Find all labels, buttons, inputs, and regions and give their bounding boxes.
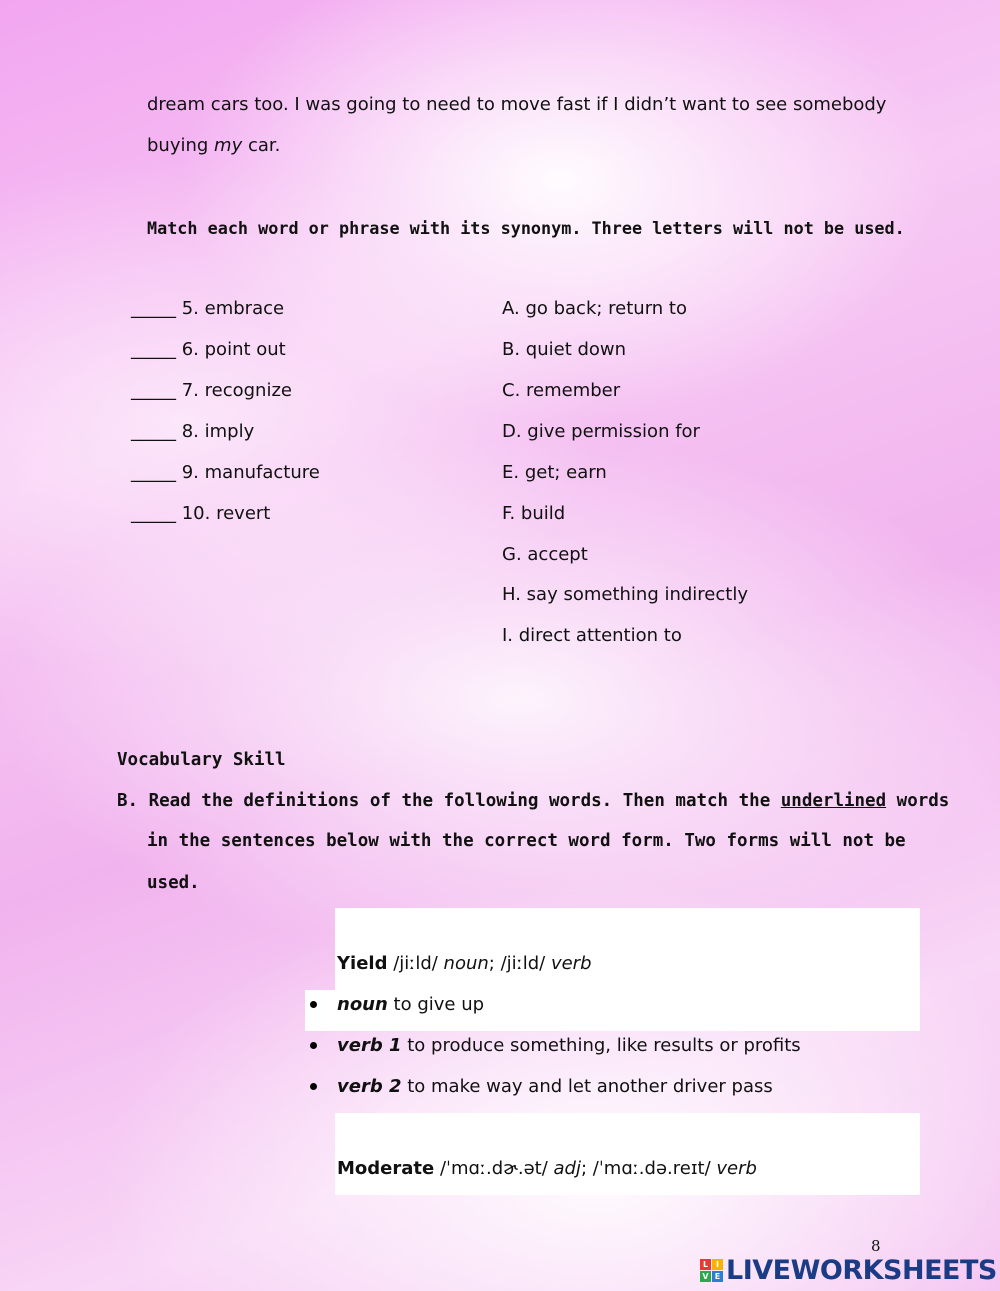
yield-def-verb-2: [337, 1076, 773, 1098]
answer-blank[interactable]: _____: [131, 503, 176, 524]
intro-line-2: [147, 135, 280, 157]
intro-line-2-start: buying: [147, 135, 215, 156]
moderate-pron-1: /ˈmɑː.dɚ.ət/: [434, 1158, 554, 1179]
word-item-6: [131, 339, 286, 361]
yield-pron-2: ; /jiːld/: [488, 953, 551, 974]
logo-block: L: [700, 1259, 711, 1270]
word-item-7: [131, 380, 292, 402]
bullet-icon: [310, 1083, 317, 1090]
word-label: 7. recognize: [181, 380, 292, 401]
bullet-icon: [310, 1001, 317, 1008]
vocab-heading: Vocabulary Skill: [117, 750, 286, 770]
answer-blank[interactable]: _____: [131, 421, 176, 442]
yield-pos-1: noun: [443, 953, 489, 974]
def-text: to produce something, like results or profits: [401, 1035, 801, 1056]
section-b-text-2: words: [886, 791, 950, 811]
moderate-pron-2: ; /ˈmɑː.də.reɪt/: [580, 1158, 717, 1179]
synonym-a: A. go back; return to: [502, 298, 687, 319]
word-label: 9. manufacture: [181, 462, 320, 483]
yield-headword-line: [337, 953, 592, 975]
logo-block: E: [712, 1271, 723, 1282]
liveworksheets-logo[interactable]: [700, 1255, 997, 1285]
intro-line-2-italic: my: [214, 135, 243, 156]
section-b-line-2: in the sentences below with the correct word form. Two forms will not be: [147, 831, 906, 851]
def-text: to give up: [387, 994, 485, 1015]
section-b-text-1: B. Read the definitions of the following words. Then match the: [117, 791, 781, 811]
yield-word: Yield: [337, 953, 388, 974]
yield-def-verb-1: [337, 1035, 801, 1057]
word-label: 6. point out: [181, 339, 286, 360]
logo-text: LIVEWORKSHEETS: [726, 1254, 997, 1286]
match-instruction: Match each word or phrase with its synonym. Three letters will not be used.: [147, 218, 905, 238]
logo-blocks-icon: [700, 1259, 723, 1282]
def-label: verb 2: [337, 1076, 402, 1097]
word-item-10: [131, 503, 270, 525]
intro-line-2-end: car.: [242, 135, 281, 156]
def-text: to make way and let another driver pass: [401, 1076, 773, 1097]
word-item-9: [131, 462, 320, 484]
synonym-b: B. quiet down: [502, 339, 627, 360]
underlined-word: underlined: [780, 791, 887, 811]
answer-blank[interactable]: _____: [131, 462, 176, 483]
synonym-f: F. build: [502, 503, 566, 524]
moderate-pos-1: adj: [553, 1158, 581, 1179]
answer-blank[interactable]: _____: [131, 298, 176, 319]
synonym-e: E. get; earn: [502, 462, 607, 483]
word-label: 8. imply: [181, 421, 255, 442]
page-number: 8: [871, 1237, 881, 1255]
synonym-h: H. say something indirectly: [502, 584, 748, 605]
section-b-line-1: [117, 790, 949, 812]
definition-box-moderate: [335, 1113, 920, 1195]
definition-box-yield-bullet-area: [305, 990, 335, 1031]
answer-blank[interactable]: _____: [131, 380, 176, 401]
moderate-pos-2: verb: [716, 1158, 757, 1179]
moderate-word: Moderate: [337, 1158, 435, 1179]
intro-line-1: dream cars too. I was going to need to move fast if I didn’t want to see somebody: [147, 94, 887, 115]
yield-pos-2: verb: [550, 953, 592, 974]
word-item-5: [131, 298, 284, 320]
word-label: 10. revert: [181, 503, 271, 524]
synonym-g: G. accept: [502, 544, 588, 565]
word-label: 5. embrace: [181, 298, 285, 319]
def-label: verb 1: [337, 1035, 402, 1056]
logo-block: V: [700, 1271, 711, 1282]
moderate-headword-line: [337, 1158, 757, 1180]
answer-blank[interactable]: _____: [131, 339, 176, 360]
word-item-8: [131, 421, 254, 443]
synonym-i: I. direct attention to: [502, 625, 682, 646]
yield-def-noun: [337, 994, 484, 1016]
logo-block: I: [712, 1259, 723, 1270]
section-b-line-3: used.: [147, 873, 200, 893]
bullet-icon: [310, 1042, 317, 1049]
synonym-c: C. remember: [502, 380, 621, 401]
synonym-d: D. give permission for: [502, 421, 700, 442]
def-label: noun: [337, 994, 388, 1015]
yield-pron-1: /jiːld/: [387, 953, 444, 974]
